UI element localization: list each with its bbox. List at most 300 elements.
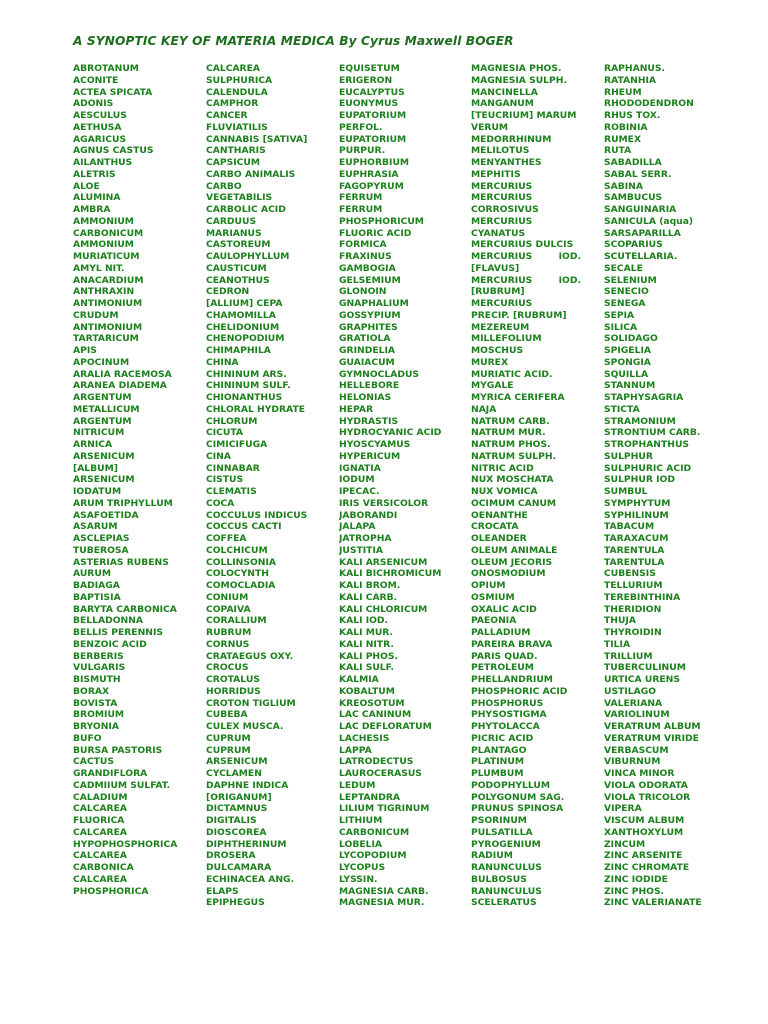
remedy-entry: FLUORICA	[73, 815, 125, 826]
remedy-entry: CALCAREA	[73, 873, 128, 885]
remedy-entry: TARENTULA	[604, 544, 665, 556]
remedy-entry: ARSENICUM	[73, 450, 135, 462]
remedy-entry: PODOPHYLLUM	[471, 779, 551, 791]
remedy-entry: GLONOIN	[339, 286, 387, 298]
remedy-entry: TRILLIUM	[604, 650, 653, 662]
remedy-entry: LAPPA	[339, 744, 372, 756]
remedy-entry: CARBO ANIMALIS	[206, 168, 296, 180]
remedy-entry: OLEANDER	[471, 533, 527, 544]
remedy-entry: CALCAREA	[73, 826, 128, 838]
remedy-entry: NITRIC ACID	[471, 462, 534, 474]
remedy-entry: [ORIGANUM]	[206, 791, 272, 803]
remedy-entry: MYGALE	[471, 380, 514, 392]
remedy-entry: MURIATIC ACID.	[471, 368, 553, 380]
remedy-entry: RUBRUM	[206, 627, 252, 638]
remedy-entry: VINCA MINOR	[604, 768, 675, 779]
remedy-entry: MEPHITIS	[471, 168, 521, 180]
remedy-entry: EUPATORIUM	[339, 133, 407, 145]
remedy-entry: CROCATA	[471, 521, 519, 533]
remedy-entry: COCA	[206, 497, 235, 509]
remedy-entry: PICRIC ACID	[471, 732, 534, 744]
remedy-entry: VIOLA ODORATA	[604, 779, 688, 791]
remedy-entry: PURPUR.	[339, 145, 386, 157]
remedy-entry: THERIDION	[604, 603, 662, 615]
remedy-entry: EUONYMUS	[339, 98, 399, 110]
remedy-entry: STROPHANTHUS	[604, 439, 690, 450]
remedy-entry: SPONGIA	[604, 356, 651, 368]
remedy-entry: TARTARICUM	[73, 333, 139, 345]
remedy-entry: CALENDULA	[206, 86, 268, 98]
remedy-entry: BELLIS PERENNIS	[73, 627, 163, 638]
remedy-entry: RAPHANUS.	[604, 63, 665, 74]
remedy-entry: VERATRUM ALBUM	[604, 721, 701, 732]
remedy-entry: LEDUM	[339, 779, 376, 791]
remedy-entry: SECALE	[604, 262, 643, 274]
remedy-entry: COPAIVA	[206, 603, 251, 615]
remedy-entry: ASAFOETIDA	[73, 509, 139, 521]
remedy-entry: CYCLAMEN	[206, 768, 262, 779]
remedy-entry: MILLEFOLIUM	[471, 333, 542, 345]
remedy-entry: CALCAREA	[73, 850, 128, 862]
remedy-entry: CANNABIS [SATIVA]	[206, 133, 308, 145]
remedy-entry: USTILAGO	[604, 685, 657, 697]
remedy-entry: SCELERATUS	[471, 897, 537, 909]
remedy-entry: BISMUTH	[73, 674, 121, 685]
remedy-entry: ARANEA DIADEMA	[73, 380, 167, 392]
remedy-entry: NATRUM MUR.	[471, 427, 546, 439]
remedy-entry: EPIPHEGUS	[206, 897, 265, 909]
remedy-entry	[471, 251, 581, 263]
remedy-entry: CUBEBA	[206, 709, 248, 721]
remedy-entry: OLEUM ANIMALE	[471, 544, 558, 556]
remedy-entry: MAGNESIA CARB.	[339, 885, 429, 897]
remedy-entry: URTICA URENS	[604, 674, 680, 685]
remedy-entry: CHININUM ARS.	[206, 368, 287, 380]
remedy-entry: COCCUS CACTI	[206, 521, 282, 533]
remedy-entry: CARBONICA	[73, 862, 134, 873]
remedy-entry: LOBELIA	[339, 838, 382, 850]
remedy-entry: PLUMBUM	[471, 768, 524, 779]
remedy-entry: RUTA	[604, 145, 632, 157]
remedy-column-2	[206, 63, 334, 909]
remedy-entry: AGNUS CASTUS	[73, 145, 154, 157]
remedy-column-4	[471, 63, 599, 909]
remedy-entry: LAC DEFLORATUM	[339, 721, 432, 732]
remedy-entry: RANUNCULUS	[471, 885, 542, 897]
remedy-entry: TUBERCULINUM	[604, 662, 686, 674]
remedy-entry: GRAPHITES	[339, 321, 398, 333]
remedy-entry: MURIATICUM	[73, 251, 140, 262]
remedy-entry: EQUISETUM	[339, 63, 400, 74]
remedy-entry: ALETRIS	[73, 168, 116, 180]
remedy-entry: SAMBUCUS	[604, 192, 663, 204]
remedy-entry: PHYTOLACCA	[471, 721, 540, 732]
remedy-entry: DULCAMARA	[206, 862, 272, 873]
remedy-entry: STRONTIUM CARB.	[604, 427, 701, 439]
remedy-entry: AMYL NIT.	[73, 262, 125, 274]
remedy-entry: CARDUUS	[206, 215, 257, 227]
remedy-entry: SYPHILINUM	[604, 509, 669, 521]
remedy-entry: AURUM	[73, 568, 111, 580]
remedy-entry: GRATIOLA	[339, 333, 391, 345]
remedy-entry: THYROIDIN	[604, 627, 662, 638]
remedy-entry: ERIGERON	[339, 74, 393, 86]
remedy-entry: SPIGELIA	[604, 345, 651, 356]
remedy-entry: CARBO	[206, 180, 242, 192]
remedy-entry: RUMEX	[604, 133, 642, 145]
remedy-entry: CANCER	[206, 110, 248, 121]
remedy-entry: BAPTISIA	[73, 591, 121, 603]
remedy-entry: FLUVIATILIS	[206, 121, 268, 133]
remedy-entry: FRAXINUS	[339, 251, 392, 262]
remedy-entry: EUPHORBIUM	[339, 157, 410, 168]
remedy-entry: BARYTA CARBONICA	[73, 603, 177, 615]
remedy-entry: ABROTANUM	[73, 63, 139, 74]
remedy-entry: CHENOPODIUM	[206, 333, 285, 345]
remedy-entry: RATANHIA	[604, 74, 657, 86]
remedy-entry: CULEX MUSCA.	[206, 721, 284, 732]
remedy-entry: LYSSIN.	[339, 873, 378, 885]
remedy-entry: ONOSMODIUM	[471, 568, 546, 580]
remedy-entry: THUJA	[604, 615, 636, 627]
remedy-entry: IGNATIA	[339, 462, 381, 474]
remedy-entry: ACONITE	[73, 74, 119, 86]
remedy-entry: VIBURNUM	[604, 756, 661, 768]
remedy-entry: LATRODECTUS	[339, 756, 414, 768]
remedy-entry: ACTEA SPICATA	[73, 86, 153, 98]
remedy-entry: METALLICUM	[73, 403, 140, 415]
remedy-entry-part: IOD.	[558, 251, 581, 262]
remedy-entry: ANTIMONIUM	[73, 298, 143, 309]
remedy-entry: CAMPHOR	[206, 98, 259, 110]
remedy-entry: APOCINUM	[73, 356, 130, 368]
remedy-entry: OPIUM	[471, 580, 506, 591]
remedy-entry: BORAX	[73, 685, 110, 697]
remedy-entry: CUPRUM	[206, 732, 251, 744]
remedy-entry: COLLINSONIA	[206, 556, 277, 568]
remedy-entry: SANICULA (aqua)	[604, 215, 694, 227]
remedy-entry: CHLORUM	[206, 415, 258, 427]
remedy-entry: ECHINACEA ANG.	[206, 873, 295, 885]
remedy-entry: FERRUM	[339, 192, 383, 204]
remedy-entry: [ALBUM]	[73, 462, 118, 474]
remedy-entry: IRIS VERSICOLOR	[339, 497, 429, 509]
remedy-entry: MAGNESIA SULPH.	[471, 74, 567, 86]
remedy-entry: BADIAGA	[73, 580, 120, 591]
remedy-entry: MERCURIUS DULCIS	[471, 239, 574, 251]
remedy-entry: ASTERIAS RUBENS	[73, 556, 169, 568]
remedy-entry: CICUTA	[206, 427, 244, 439]
remedy-entry: LEPTANDRA	[339, 791, 401, 803]
remedy-entry: CIMICIFUGA	[206, 439, 268, 450]
remedy-entry: CARBONICUM	[339, 826, 410, 838]
remedy-entry	[471, 275, 581, 287]
remedy-entry: GAMBOGIA	[339, 262, 396, 274]
remedy-entry: SUMBUL	[604, 486, 648, 497]
remedy-entry: SANGUINARIA	[604, 204, 677, 215]
remedy-entry: BELLADONNA	[73, 615, 144, 627]
remedy-entry: PSORINUM	[471, 815, 527, 826]
remedy-entry: SQUILLA	[604, 368, 649, 380]
remedy-entry: LAUROCERASUS	[339, 768, 422, 779]
remedy-entry: CISTUS	[206, 474, 244, 486]
remedy-entry: OCIMUM CANUM	[471, 497, 557, 509]
remedy-entry: PHOSPHORIC ACID	[471, 685, 568, 697]
remedy-entry: CACTUS	[73, 756, 114, 768]
remedy-entry: PAREIRA BRAVA	[471, 638, 553, 650]
remedy-entry: ROBINIA	[604, 121, 648, 133]
remedy-entry: ALOE	[73, 180, 100, 192]
remedy-entry: DIOSCOREA	[206, 826, 267, 838]
remedy-entry: CHIMAPHILA	[206, 345, 271, 356]
remedy-entry: GYMNOCLADUS	[339, 368, 420, 380]
remedy-entry: HORRIDUS	[206, 685, 261, 697]
remedy-entry: HELONIAS	[339, 392, 392, 403]
remedy-entry: PRUNUS SPINOSA	[471, 803, 564, 815]
remedy-entry: ELAPS	[206, 885, 239, 897]
remedy-entry: KALI SULF.	[339, 662, 395, 674]
remedy-entry: CROCUS	[206, 662, 249, 674]
remedy-entry: PHOSPHORICUM	[339, 215, 424, 227]
remedy-entry: AGARICUS	[73, 133, 127, 145]
remedy-entry: FORMICA	[339, 239, 387, 251]
remedy-entry: TUBEROSA	[73, 544, 129, 556]
remedy-entry: LAC CANINUM	[339, 709, 412, 721]
remedy-entry: CORROSIVUS	[471, 204, 539, 215]
remedy-entry: BERBERIS	[73, 650, 124, 662]
remedy-entry: STRAMONIUM	[604, 415, 676, 427]
remedy-entry: STAPHYSAGRIA	[604, 392, 684, 403]
remedy-entry: RHEUM	[604, 86, 642, 98]
remedy-entry: LACHESIS	[339, 732, 390, 744]
remedy-entry: SULPHURICA	[206, 74, 273, 86]
remedy-entry: CORNUS	[206, 638, 250, 650]
remedy-entry: CLEMATIS	[206, 486, 257, 497]
remedy-entry: PYROGENIUM	[471, 838, 541, 850]
remedy-entry: DROSERA	[206, 850, 256, 862]
remedy-entry: CEDRON	[206, 286, 250, 298]
remedy-entry: ANTHRAXIN	[73, 286, 135, 298]
remedy-entry: IODUM	[339, 474, 375, 486]
remedy-entry: [TEUCRIUM] MARUM	[471, 110, 577, 121]
remedy-entry: HYDRASTIS	[339, 415, 399, 427]
remedy-entry: PHOSPHORICA	[73, 885, 149, 897]
remedy-entry: CEANOTHUS	[206, 274, 270, 286]
remedy-entry: FERRUM	[339, 204, 383, 215]
remedy-entry: PHELLANDRIUM	[471, 674, 553, 685]
remedy-entry-part: IOD.	[558, 274, 581, 286]
remedy-entry: SABADILLA	[604, 157, 662, 168]
remedy-entry: ADONIS	[73, 98, 114, 110]
remedy-entry: GUAIACUM	[339, 356, 395, 368]
remedy-entry: PHYSOSTIGMA	[471, 709, 547, 721]
remedy-entry: RHODODENDRON	[604, 98, 694, 110]
remedy-entry: SULPHURIC ACID	[604, 462, 692, 474]
remedy-entry: VIOLA TRICOLOR	[604, 791, 691, 803]
remedy-entry: LYCOPODIUM	[339, 850, 407, 862]
remedy-entry: RANUNCULUS	[471, 862, 542, 873]
remedy-entry: COMOCLADIA	[206, 580, 276, 591]
remedy-entry: CONIUM	[206, 591, 249, 603]
remedy-entry: CORALLIUM	[206, 615, 267, 627]
remedy-entry: NATRUM SULPH.	[471, 450, 557, 462]
remedy-entry: ARNICA	[73, 439, 113, 450]
remedy-entry: RADIUM	[471, 850, 513, 862]
remedy-entry: MANCINELLA	[471, 86, 538, 98]
remedy-entry: DAPHNE INDICA	[206, 779, 289, 791]
remedy-entry: GRANDIFLORA	[73, 768, 148, 779]
remedy-entry: TABACUM	[604, 521, 655, 533]
remedy-entry: FLUORIC ACID	[339, 227, 412, 239]
remedy-entry: COLOCYNTH	[206, 568, 269, 580]
remedy-entry: IPECAC.	[339, 486, 380, 497]
remedy-entry: GOSSYPIUM	[339, 309, 401, 321]
remedy-entry: GRINDELIA	[339, 345, 396, 356]
remedy-entry: KALI PHOS.	[339, 650, 399, 662]
remedy-entry: TELLURIUM	[604, 580, 663, 591]
remedy-entry: JALAPA	[339, 521, 376, 533]
remedy-entry: VERUM	[471, 121, 509, 133]
remedy-entry: MERCURIUS	[471, 192, 533, 204]
remedy-entry: PHOSPHORUS	[471, 697, 544, 709]
remedy-entry: BULBOSUS	[471, 873, 527, 885]
remedy-entry: GNAPHALIUM	[339, 298, 409, 309]
remedy-entry: COFFEA	[206, 533, 247, 544]
remedy-entry: XANTHOXYLUM	[604, 826, 684, 838]
remedy-entry: ZINC VALERIANATE	[604, 897, 702, 909]
remedy-entry: SYMPHYTUM	[604, 497, 671, 509]
remedy-entry: KREOSOTUM	[339, 697, 405, 709]
remedy-entry: GELSEMIUM	[339, 274, 401, 286]
remedy-entry: BURSA PASTORIS	[73, 744, 163, 756]
remedy-entry: MERCURIUS	[471, 298, 533, 309]
remedy-entry: APIS	[73, 345, 97, 356]
remedy-entry: MANGANUM	[471, 98, 534, 110]
remedy-entry: ASCLEPIAS	[73, 533, 130, 544]
remedy-entry: CINNABAR	[206, 462, 260, 474]
remedy-entry: TEREBINTHINA	[604, 591, 681, 603]
remedy-entry: RHUS TOX.	[604, 110, 661, 121]
remedy-entry: CHININUM SULF.	[206, 380, 291, 392]
remedy-entry: SENEGA	[604, 298, 646, 309]
remedy-entry: ZINC CHROMATE	[604, 862, 690, 873]
remedy-entry: PLANTAGO	[471, 744, 527, 756]
remedy-entry: ALUMINA	[73, 192, 121, 204]
remedy-entry: CAPSICUM	[206, 157, 260, 168]
remedy-entry: HYOSCYAMUS	[339, 439, 411, 450]
remedy-entry: SULPHUR IOD	[604, 474, 675, 486]
remedy-entry: VARIOLINUM	[604, 709, 670, 721]
remedy-entry: ZINCUM	[604, 838, 646, 850]
remedy-entry: MEDORRHINUM	[471, 133, 552, 145]
remedy-entry: CASTOREUM	[206, 239, 271, 251]
remedy-entry: COLCHICUM	[206, 544, 268, 556]
remedy-entry: STANNUM	[604, 380, 656, 392]
remedy-entry: TARENTULA	[604, 556, 665, 568]
remedy-entry: OSMIUM	[471, 591, 515, 603]
remedy-entry: HYPOPHOSPHORICA	[73, 838, 178, 850]
remedy-entry: OENANTHE	[471, 509, 528, 521]
remedy-entry: CRATAEGUS OXY.	[206, 650, 294, 662]
remedy-entry: BUFO	[73, 732, 102, 744]
remedy-entry: CUBENSIS	[604, 568, 656, 580]
remedy-entry: LITHIUM	[339, 815, 383, 826]
remedy-entry: JUSTITIA	[339, 544, 383, 556]
remedy-entry: ZINC PHOS.	[604, 885, 665, 897]
remedy-entry: CARBOLIC ACID	[206, 204, 286, 215]
remedy-entry: KALI CHLORICUM	[339, 603, 428, 615]
remedy-entry: ARGENTUM	[73, 415, 132, 427]
remedy-entry: MAGNESIA PHOS.	[471, 63, 562, 74]
remedy-entry: ASARUM	[73, 521, 118, 533]
remedy-entry: ARSENICUM	[206, 756, 268, 768]
remedy-entry: [ALLIUM] CEPA	[206, 298, 283, 309]
remedy-entry: CHAMOMILLA	[206, 309, 276, 321]
remedy-entry: CUPRUM	[206, 744, 251, 756]
remedy-entry-part: MERCURIUS	[471, 251, 533, 262]
remedy-entry: BRYONIA	[73, 721, 119, 732]
remedy-entry: LYCOPUS	[339, 862, 386, 873]
remedy-entry: SABINA	[604, 180, 643, 192]
remedy-entry: VERBASCUM	[604, 744, 669, 756]
remedy-entry: POLYGONUM SAG.	[471, 791, 565, 803]
remedy-entry: JABORANDI	[339, 509, 398, 521]
remedy-entry: SARSAPARILLA	[604, 227, 681, 239]
remedy-entry: PERFOL.	[339, 121, 383, 133]
remedy-entry: KALI MUR.	[339, 627, 394, 638]
remedy-entry: VEGETABILIS	[206, 192, 273, 204]
remedy-entry: VULGARIS	[73, 662, 126, 674]
remedy-entry: OXALIC ACID	[471, 603, 537, 615]
remedy-entry: MERCURIUS	[471, 215, 533, 227]
remedy-entry: [RUBRUM]	[471, 286, 525, 298]
remedy-entry: COCCULUS INDICUS	[206, 509, 308, 521]
remedy-entry: VIPERA	[604, 803, 642, 815]
remedy-entry: KALI CARB.	[339, 591, 398, 603]
remedy-entry: MYRICA CERIFERA	[471, 392, 565, 403]
remedy-entry: CHINA	[206, 356, 239, 368]
remedy-entry: CALADIUM	[73, 791, 128, 803]
remedy-entry: MUREX	[471, 356, 509, 368]
remedy-entry: KOBALTUM	[339, 685, 395, 697]
remedy-entry: MARIANUS	[206, 227, 262, 239]
remedy-entry: AILANTHUS	[73, 157, 133, 168]
remedy-entry: SABAL SERR.	[604, 168, 672, 180]
remedy-entry: ARSENICUM	[73, 474, 135, 486]
remedy-entry: NUX VOMICA	[471, 486, 538, 497]
remedy-entry: PLATINUM	[471, 756, 524, 768]
remedy-entry: CAUSTICUM	[206, 262, 267, 274]
remedy-entry: CYANATUS	[471, 227, 526, 239]
remedy-entry: MAGNESIA MUR.	[339, 897, 425, 909]
remedy-entry: SOLIDAGO	[604, 333, 658, 345]
remedy-entry: CROTALUS	[206, 674, 260, 685]
remedy-entry: HELLEBORE	[339, 380, 400, 392]
remedy-entry: SILICA	[604, 321, 638, 333]
remedy-entry: ZINC ARSENITE	[604, 850, 683, 862]
remedy-entry: HYPERICUM	[339, 450, 401, 462]
remedy-entry: PETROLEUM	[471, 662, 534, 674]
remedy-entry: HYDROCYANIC ACID	[339, 427, 442, 439]
remedy-entry: CARBONICUM	[73, 227, 144, 239]
remedy-entry: OLEUM JECORIS	[471, 556, 553, 568]
remedy-entry: SEPIA	[604, 309, 635, 321]
remedy-entry: BROMIUM	[73, 709, 125, 721]
remedy-entry: KALI BROM.	[339, 580, 401, 591]
remedy-entry: ARALIA RACEMOSA	[73, 368, 172, 380]
remedy-entry: EUPATORIUM	[339, 110, 407, 121]
remedy-entry-part: MERCURIUS	[471, 274, 533, 286]
